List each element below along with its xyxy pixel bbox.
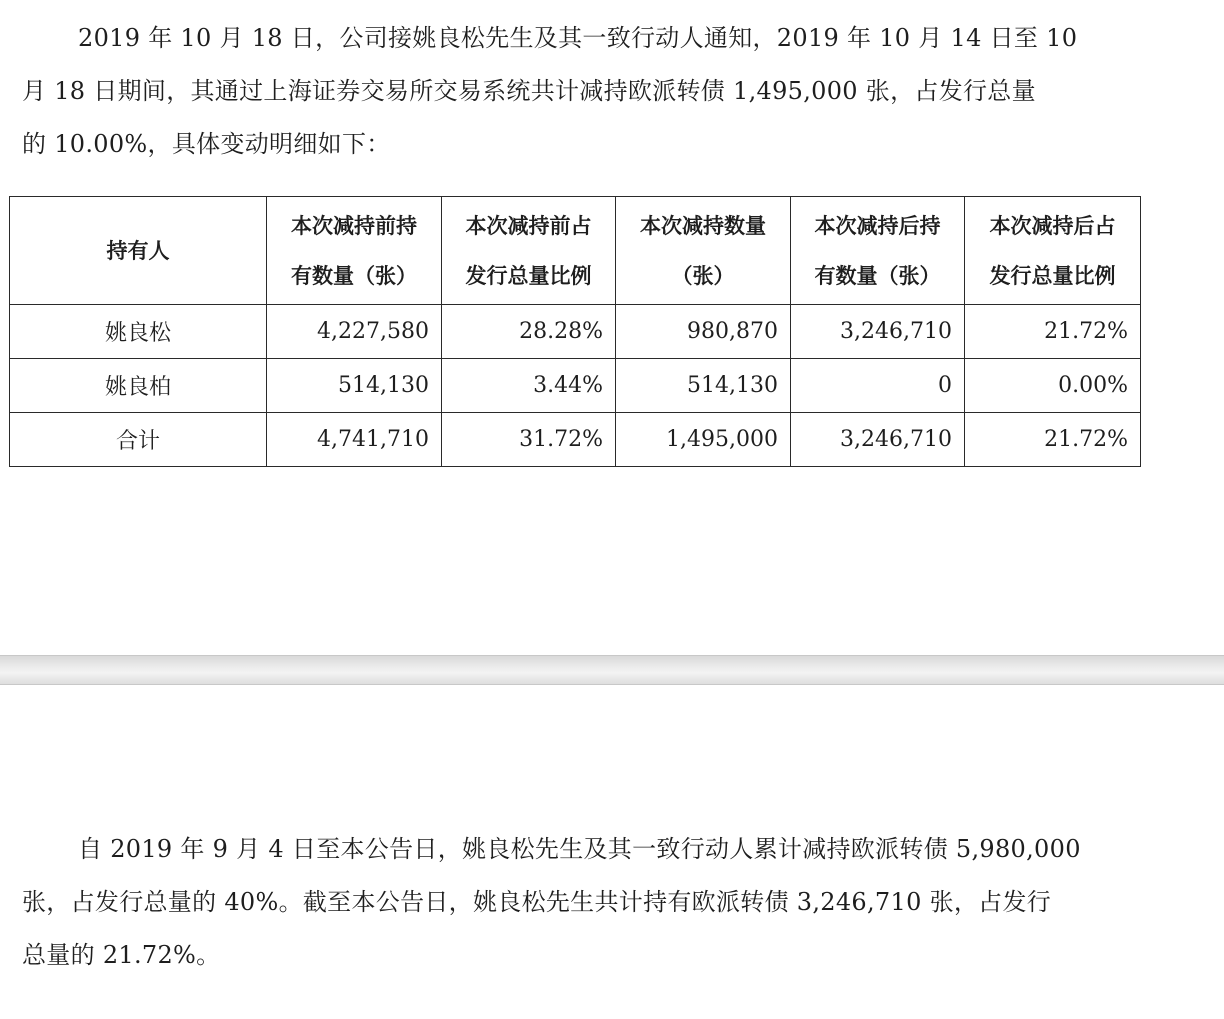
header-holder: 持有人 — [10, 197, 267, 305]
header-ratio-before: 本次减持前占 发行总量比例 — [442, 197, 616, 305]
cell-holding-before: 4,227,580 — [267, 305, 442, 359]
summary-paragraph — [22, 823, 1132, 982]
table-row — [10, 305, 1141, 359]
page-separator — [0, 655, 1224, 685]
cell-ratio-before: 3.44% — [442, 359, 616, 413]
intro-line: 2019 年 10 月 18 日，公司接姚良松先生及其一致行动人通知，2019 年 10 月 14 日至 10 — [78, 24, 1078, 52]
header-holding-before: 本次减持前持 有数量（张） — [267, 197, 442, 305]
cell-ratio-before: 31.72% — [442, 413, 616, 467]
cell-holding-before: 4,741,710 — [267, 413, 442, 467]
cell-holding-after: 3,246,710 — [791, 413, 965, 467]
cell-holding-before: 514,130 — [267, 359, 442, 413]
cell-ratio-before: 28.28% — [442, 305, 616, 359]
header-holding-after: 本次减持后持 有数量（张） — [791, 197, 965, 305]
intro-line: 月 18 日期间，其通过上海证券交易所交易系统共计减持欧派转债 1,495,000 张，占发行总量 — [22, 77, 1036, 105]
summary-line: 张，占发行总量的 40%。截至本公告日，姚良松先生共计持有欧派转债 3,246,710 张，占发行 — [22, 888, 1052, 916]
cell-holding-after: 3,246,710 — [791, 305, 965, 359]
cell-reduction-amount: 514,130 — [616, 359, 791, 413]
cell-ratio-after: 21.72% — [965, 305, 1141, 359]
table-row — [10, 359, 1141, 413]
cell-holder: 姚良松 — [10, 305, 267, 359]
cell-holding-after: 0 — [791, 359, 965, 413]
cell-holder: 姚良柏 — [10, 359, 267, 413]
intro-line: 的 10.00%，具体变动明细如下： — [22, 130, 391, 158]
cell-holder: 合计 — [10, 413, 267, 467]
header-reduction-amount: 本次减持数量 （张） — [616, 197, 791, 305]
table-total-row — [10, 413, 1141, 467]
cell-reduction-amount: 980,870 — [616, 305, 791, 359]
cell-ratio-after: 21.72% — [965, 413, 1141, 467]
cell-reduction-amount: 1,495,000 — [616, 413, 791, 467]
summary-line: 总量的 21.72%。 — [22, 941, 221, 969]
holdings-change-table — [9, 196, 1141, 467]
summary-line: 自 2019 年 9 月 4 日至本公告日，姚良松先生及其一致行动人累计减持欧派转债 5,980,000 — [78, 835, 1081, 863]
cell-ratio-after: 0.00% — [965, 359, 1141, 413]
intro-paragraph — [22, 12, 1132, 171]
header-ratio-after: 本次减持后占 发行总量比例 — [965, 197, 1141, 305]
page-bottom — [0, 685, 1224, 1019]
table-header-row — [10, 197, 1141, 305]
